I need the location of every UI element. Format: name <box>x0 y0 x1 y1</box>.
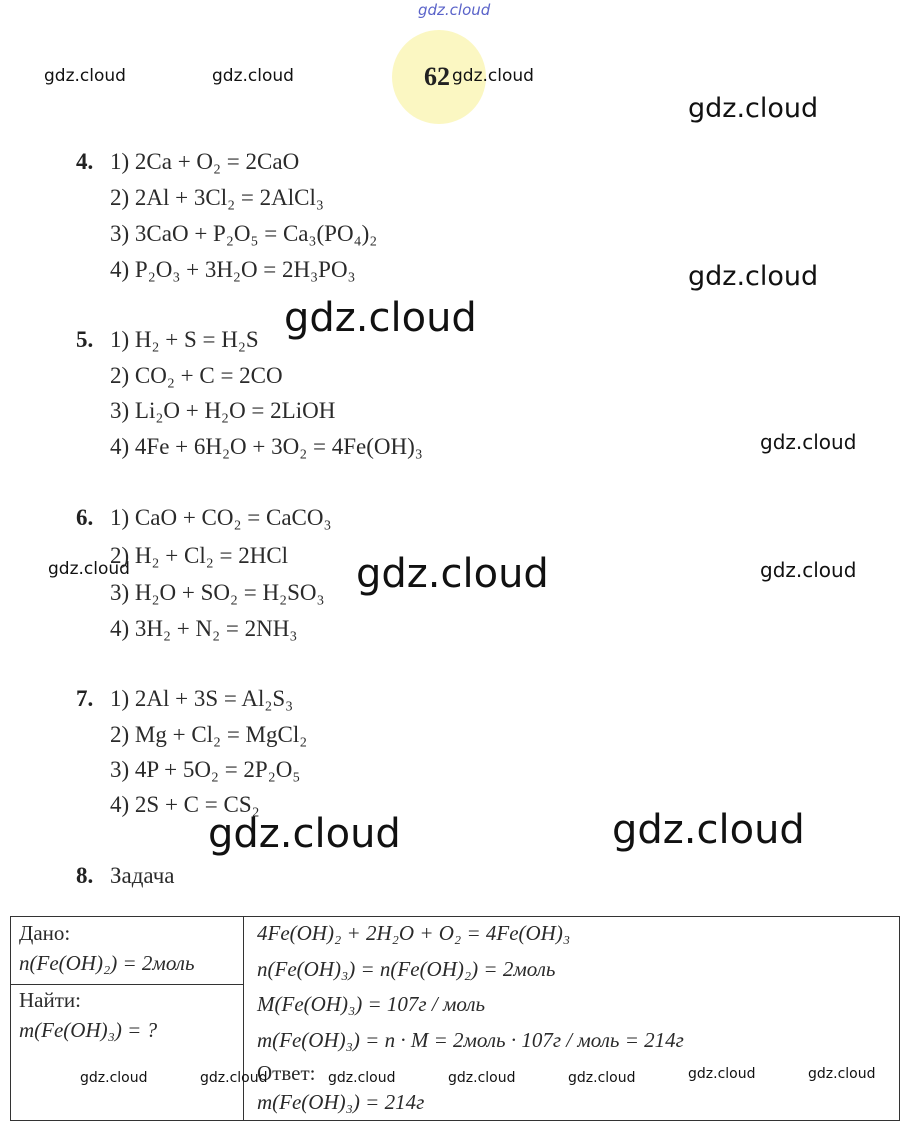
equation-line: 1) CaO + CO₂ = CaCO₃ <box>110 505 332 530</box>
equation-line: 1) 2Ca + O₂ = 2CaO <box>110 149 300 174</box>
given-value: n(Fe(OH)₂) = 2моль <box>19 951 195 975</box>
watermark: gdz.cloud <box>448 1070 516 1086</box>
equation-line: 3) 3CaO + P₂O₅ = Ca₃(PO₄)₂ <box>110 221 378 246</box>
watermark: gdz.cloud <box>212 66 294 86</box>
page-number: 62 <box>424 62 450 91</box>
watermark: gdz.cloud <box>80 1070 148 1086</box>
equation-line: 2) H₂ + Cl₂ = 2HCl <box>110 543 289 568</box>
equation-line: 3) 4P + 5O₂ = 2P₂O₅ <box>110 757 301 782</box>
task-title: Задача <box>110 863 175 888</box>
watermark: gdz.cloud <box>452 66 534 86</box>
table-divider <box>11 984 244 985</box>
find-value: m(Fe(OH)₃) = ? <box>19 1018 158 1042</box>
watermark: gdz.cloud <box>688 261 819 292</box>
solution-line: 4Fe(OH)₂ + 2H₂O + O₂ = 4Fe(OH)₃ <box>257 921 571 945</box>
exercise-number: 6. <box>76 505 94 530</box>
answer-value: m(Fe(OH)₃) = 214г <box>257 1090 425 1114</box>
answer-label: Ответ: <box>257 1061 316 1085</box>
solution-line: m(Fe(OH)₃) = n · M = 2моль · 107г / моль = 214г <box>257 1028 684 1052</box>
solution-line: n(Fe(OH)₃) = n(Fe(OH)₂) = 2моль <box>257 957 556 981</box>
watermark: gdz.cloud <box>208 811 401 857</box>
equation-line: 4) 3H₂ + N₂ = 2NH₃ <box>110 616 298 641</box>
solution-table <box>10 916 900 1121</box>
equation-line: 4) 4Fe + 6H₂O + 3O₂ = 4Fe(OH)₃ <box>110 434 423 459</box>
watermark: gdz.cloud <box>760 430 857 454</box>
watermark: gdz.cloud <box>48 559 130 579</box>
equation-line: 3) H₂O + SO₂ = H₂SO₃ <box>110 580 325 605</box>
exercise-number: 4. <box>76 149 94 174</box>
exercise-number: 5. <box>76 327 94 352</box>
equation-line: 1) 2Al + 3S = Al₂S₃ <box>110 686 294 711</box>
find-label: Найти: <box>19 988 81 1012</box>
watermark: gdz.cloud <box>612 807 805 853</box>
equation-line: 2) 2Al + 3Cl₂ = 2AlCl₃ <box>110 185 324 210</box>
equation-line: 2) CO₂ + C = 2CO <box>110 363 283 388</box>
solution-line: M(Fe(OH)₃) = 107г / моль <box>257 992 486 1016</box>
watermark: gdz.cloud <box>418 1 491 19</box>
watermark: gdz.cloud <box>328 1070 396 1086</box>
watermark: gdz.cloud <box>356 551 549 597</box>
equation-line: 2) Mg + Cl₂ = MgCl₂ <box>110 722 308 747</box>
watermark: gdz.cloud <box>568 1070 636 1086</box>
watermark: gdz.cloud <box>688 1066 756 1082</box>
watermark: gdz.cloud <box>44 66 126 86</box>
exercise-number: 7. <box>76 686 94 711</box>
watermark: gdz.cloud <box>688 93 819 124</box>
equation-line: 4) P₂O₃ + 3H₂O = 2H₃PO₃ <box>110 257 356 282</box>
watermark: gdz.cloud <box>284 295 477 341</box>
exercise-number: 8. <box>76 863 94 888</box>
watermark: gdz.cloud <box>200 1070 268 1086</box>
given-label: Дано: <box>19 921 71 945</box>
watermark: gdz.cloud <box>808 1066 876 1082</box>
watermark: gdz.cloud <box>760 558 857 582</box>
equation-line: 1) H₂ + S = H₂S <box>110 327 259 352</box>
equation-line: 3) Li₂O + H₂O = 2LiOH <box>110 398 336 423</box>
table-divider <box>243 917 244 1120</box>
equation-line: 4) 2S + C = CS₂ <box>110 792 260 817</box>
